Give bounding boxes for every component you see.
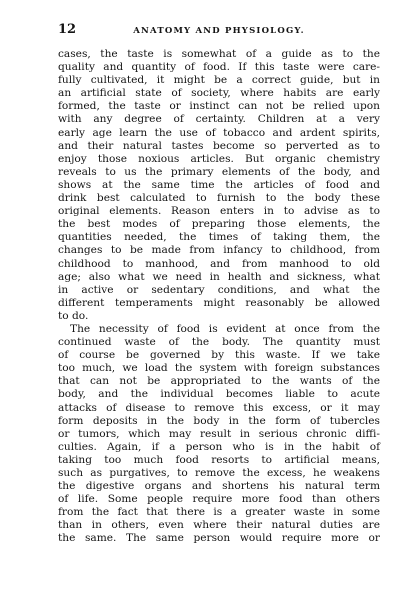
text-line: an artificial state of society, where habits are early [58,87,380,100]
text-line: from the fact that there is a greater waste in some [58,506,380,519]
text-line: culties. Again, if a person who is in the habit of [58,440,380,453]
text-line: different temperaments might reasonably be allowed [58,296,380,309]
text-line: quality and quantity of food. If this taste were care- [58,61,380,74]
text-line: such as purgatives, to remove the excess, he weakens [58,467,380,479]
text-line: of life. Some people require more food than others [58,493,380,506]
text-line: reveals to us the primary elements of the body, and [58,165,380,178]
paragraph-1 [58,48,380,323]
text-line: drink best calculated to furnish to the body these [58,192,380,205]
text-line: cases, the taste is somewhat of a guide as to the [58,48,380,60]
text-line: of course be governed by this waste. If we take [58,349,380,362]
text-line: childhood to manhood, and from manhood to old [58,257,380,270]
body-text [58,48,380,546]
text-line: that can not be appropriated to the wants of the [58,375,380,388]
text-line: too much, we load the system with foreign substances [58,362,380,375]
text-line: the same. The same person would require more or [58,532,380,545]
text-line: The necessity of food is evident at once from the [70,322,380,335]
text-line: original elements. Reason enters in to advise as to [58,205,380,218]
running-head: ANATOMY AND PHYSIOLOGY. [133,26,305,36]
text-line: age; also what we need in health and sickness, what [58,270,380,283]
page-header [58,24,380,38]
text-line: with any degree of certainty. Children at a very [58,113,380,126]
text-line: form deposits in the body in the form of tubercles [58,414,380,427]
text-line: the digestive organs and shortens his natural term [58,480,380,493]
text-line: than in others, even where their natural duties are [58,519,380,532]
text-line: shows at the same time the articles of food and [58,178,380,191]
text-line: to do. [58,309,89,322]
text-line: early age learn the use of tobacco and ardent spirits, [58,126,380,139]
text-line: enjoy those noxious articles. But organic chemistry [58,152,380,165]
book-page [58,24,380,546]
text-line: quantities needed, the times of taking them, the [58,231,380,244]
text-line: attacks of disease to remove this excess, or it may [58,401,380,414]
paragraph-2 [58,323,380,546]
text-line: formed, the taste or instinct can not be relied upon [58,100,380,113]
text-line: fully cultivated, it might be a correct guide, but in [58,74,380,87]
text-line: the best modes of preparing those elements, the [58,218,380,231]
text-line: body, and the individual becomes liable to acute [58,388,380,401]
text-line: taking too much food resorts to artificial means, [58,453,380,466]
page-number: 12 [58,22,77,37]
text-line: or tumors, which may result in serious chronic diffi- [58,427,380,440]
text-line: changes to be made from infancy to childhood, from [58,244,380,257]
text-line: in active or sedentary conditions, and what the [58,283,380,296]
text-line: and their natural tastes become so perverted as to [58,139,380,152]
text-line: continued waste of the body. The quantity must [58,336,380,349]
